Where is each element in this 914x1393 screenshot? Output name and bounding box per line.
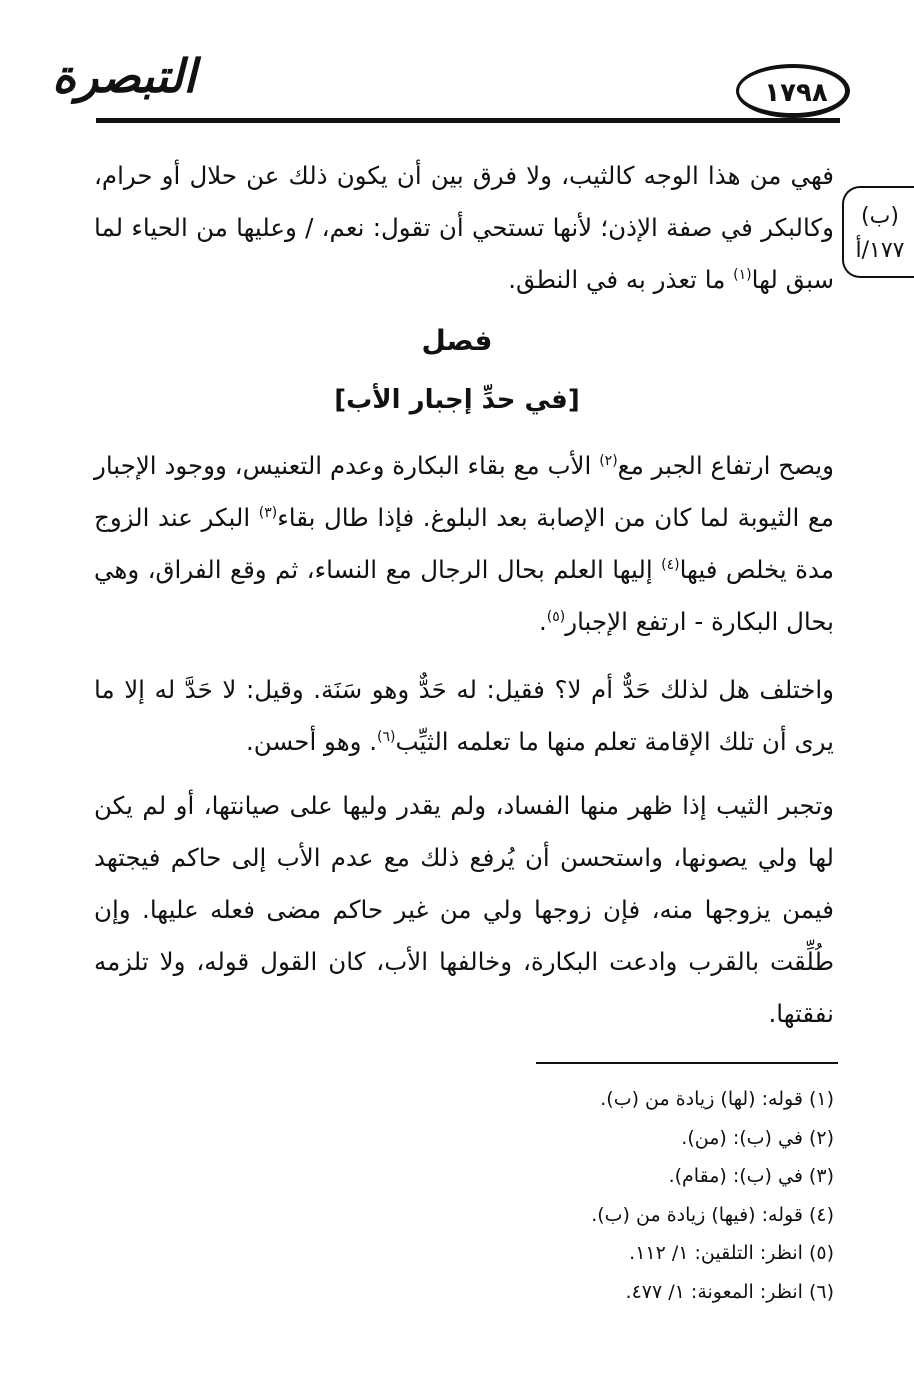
footnote-3: (٣) في (ب): (مقام). [668,1165,834,1187]
page-number: ١٧٩٨ [764,78,828,108]
paragraph-2-c: البكر عند الزوج مدة يخلص فيها [94,503,834,584]
footnote-4: (٤) قوله: (فيها) زيادة من (ب). [591,1203,834,1226]
footnote-2: (٢) في (ب): (من). [681,1126,834,1149]
footnote-ref-5[interactable]: (٥) [546,608,566,625]
paragraph-1-end: ما تعذر به في النطق. [508,265,734,294]
footnote-ref-2[interactable]: (٢) [599,452,618,469]
header-rule [96,118,840,123]
footnote-5: (٥) انظر: التلقين: ١/ ١١٢. [629,1242,834,1264]
paragraph-2-d: إليها العلم بحال الرجال مع النساء، ثم وقع الفراق، وهي بحال البكارة - ارتفع الإجبار [94,555,834,636]
paragraph-2-a: ويصح ارتفاع الجبر مع [617,451,835,480]
margin-note [850,200,910,268]
paragraph-3 [94,664,834,768]
paragraph-1 [94,150,834,306]
paragraph-3-a: واختلف هل لذلك حَدٌّ أم لا؟ فقيل: له حَدٌّ وهو سَنَة. وقيل: لا حَدَّ له إلا ما يرى أن تلك الإقامة تعلم منها ما تعلمه الثيِّب [94,675,834,756]
paragraph-2-e: . [539,607,547,636]
paragraph-3-b: . وهو أحسن. [246,727,378,756]
section-heading: فصل [421,324,493,357]
footnote-ref-3[interactable]: (٣) [258,504,278,521]
footnote-1: (١) قوله: (لها) زيادة من (ب). [600,1088,834,1110]
margin-note-folio: ١٧٧/أ [855,238,905,263]
paragraph-4: وتجبر الثيب إذا ظهر منها الفساد، ولم يقدر وليها على صيانتها، أو لم يكن لها ولي يصونها، واستحسن أن يُرفع ذلك مع عدم الأب إلى حاكم فيجتهد فيمن يزوجها منه، فإن زوجها ولي من غير حاكم مضى فعله عليها. وإن طُلِّقت بالقرب وادعت البكارة، وخالفها الأب، كان القول قوله، ولا تلزمه نفقتها. [94,791,834,1028]
paragraph-2-b: الأب مع بقاء البكارة وعدم التعنيس، ووجود الإجبار مع الثيوبة لما كان من الإصابة بعد البلوغ. فإذا طال بقاء [94,451,834,532]
footnote-6: (٦) انظر: المعونة: ١/ ٤٧٧. [625,1280,834,1303]
book-title: التبصرة [52,49,196,103]
footnotes [134,1080,834,1311]
section-subheading: [في حدِّ إجبار الأب] [334,385,580,415]
margin-note-manuscript: (ب) [861,204,899,229]
footnote-rule [536,1062,838,1064]
paragraph-1-text: فهي من هذا الوجه كالثيب، ولا فرق بين أن يكون ذلك عن حلال أو حرام، وكالبكر في صفة الإذن؛ لأنها تستحي أن تقول: نعم، / وعليها من الحياء لما سبق لها [94,161,834,294]
footnote-ref-6[interactable]: (٦) [377,728,396,745]
paragraph-2 [94,440,834,648]
footnote-ref-1[interactable]: (١) [733,266,752,283]
footnote-ref-4[interactable]: (٤) [661,556,680,573]
